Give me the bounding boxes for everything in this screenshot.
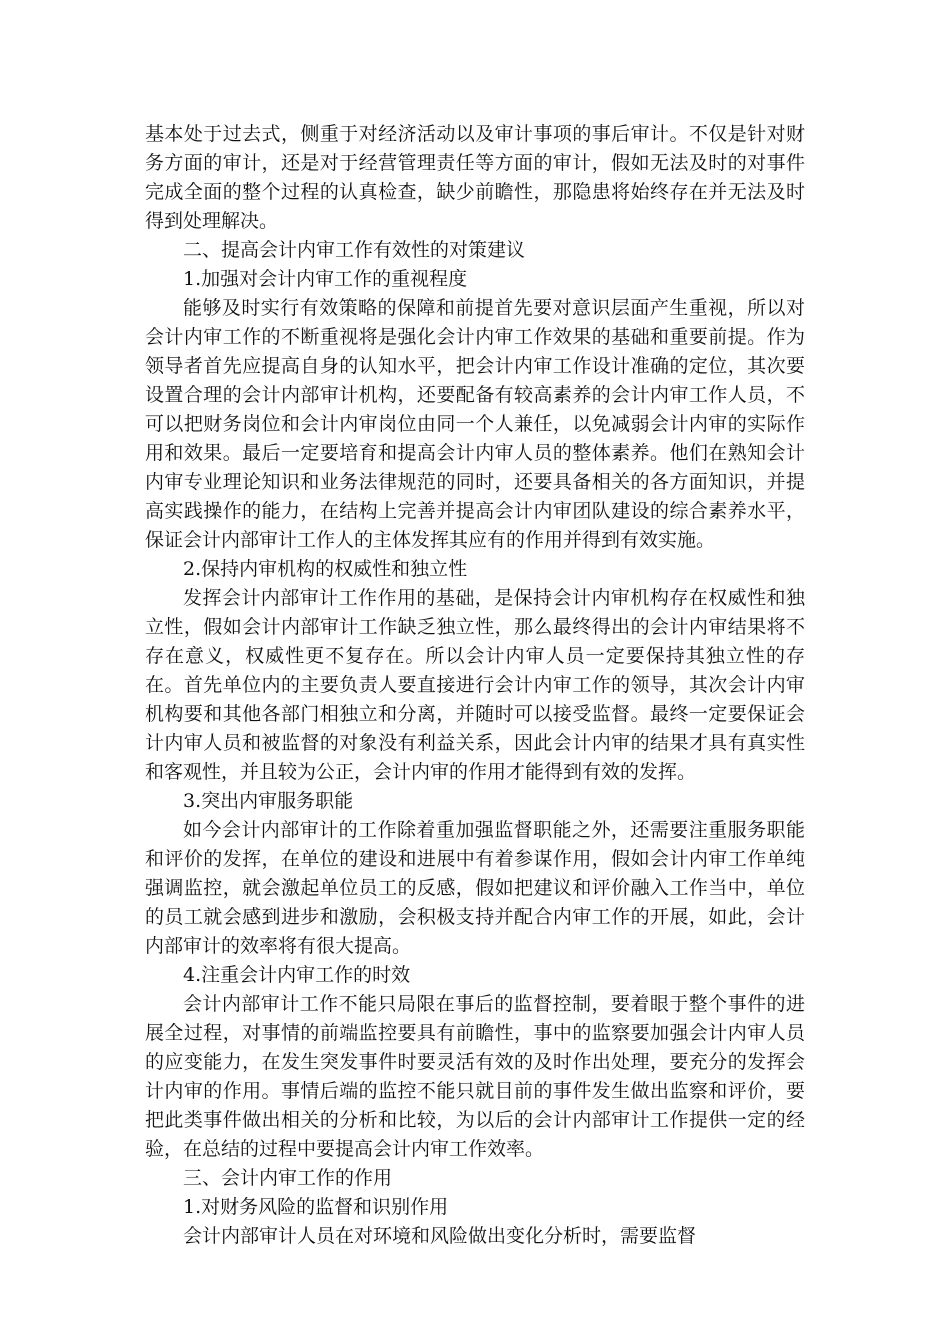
body-paragraph: 基本处于过去式，侧重于对经济活动以及审计事项的事后审计。不仅是针对财务方面的审计，还是对于经营管理责任等方面的审计，假如无法及时的对事件完成全面的整个过程的认真检查，缺少前瞻性，那隐患将始终存在并无法及时得到处理解决。 [145, 123, 805, 232]
subsection-heading: 3.突出内审服务职能 [183, 790, 354, 812]
section-heading: 二、提高会计内审工作有效性的对策建议 [183, 239, 526, 261]
body-paragraph: 如今会计内部审计的工作除着重加强监督职能之外，还需要注重服务职能和评价的发挥，在单位的建设和进展中有着参谋作用，假如会计内审工作单纯强调监控，就会激起单位员工的反感，假如把建议和评价融入工作当中，单位的员工就会感到进步和激励，会积极支持并配合内审工作的开展，如此，会计内部审计的效率将有很大提高。 [145, 819, 805, 957]
document-page [145, 120, 805, 1251]
section-heading: 三、会计内审工作的作用 [183, 1167, 393, 1189]
body-paragraph: 会计内部审计工作不能只局限在事后的监督控制，要着眼于整个事件的进展全过程，对事情的前端监控要具有前瞻性，事中的监察要加强会计内审人员的应变能力，在发生突发事件时要灵活有效的及时作出处理，要充分的发挥会计内审的作用。事情后端的监控不能只就目前的事件发生做出监察和评价，要把此类事件做出相关的分析和比较，为以后的会计内部审计工作提供一定的经验，在总结的过程中要提高会计内审工作效率。 [145, 993, 805, 1160]
body-paragraph: 会计内部审计人员在对环境和风险做出变化分析时，需要监督 [183, 1225, 697, 1247]
subsection-heading: 1.加强对会计内审工作的重视程度 [183, 268, 468, 290]
subsection-heading: 4.注重会计内审工作的时效 [183, 964, 411, 986]
subsection-heading: 1.对财务风险的监督和识别作用 [183, 1196, 449, 1218]
subsection-heading: 2.保持内审机构的权威性和独立性 [183, 558, 468, 580]
body-paragraph: 发挥会计内部审计工作作用的基础，是保持会计内审机构存在权威性和独立性，假如会计内部审计工作缺乏独立性，那么最终得出的会计内审结果将不存在意义，权威性更不复存在。所以会计内审人员一定要保持其独立性的存在。首先单位内的主要负责人要直接进行会计内审工作的领导，其次会计内审机构要和其他各部门相独立和分离，并随时可以接受监督。最终一定要保证会计内审人员和被监督的对象没有利益关系，因此会计内审的结果才具有真实性和客观性，并且较为公正，会计内审的作用才能得到有效的发挥。 [145, 587, 805, 783]
body-paragraph: 能够及时实行有效策略的保障和前提首先要对意识层面产生重视，所以对会计内审工作的不断重视将是强化会计内审工作效果的基础和重要前提。作为领导者首先应提高自身的认知水平，把会计内审工作设计准确的定位，其次要设置合理的会计内部审计机构，还要配备有较高素养的会计内审工作人员，不可以把财务岗位和会计内审岗位由同一个人兼任，以免减弱会计内审的实际作用和效果。最后一定要培育和提高会计内审人员的整体素养。他们在熟知会计内审专业理论知识和业务法律规范的同时，还要具备相关的各方面知识，并提高实践操作的能力，在结构上完善并提高会计内审团队建设的综合素养水平，保证会计内部审计工作人的主体发挥其应有的作用并得到有效实施。 [145, 297, 805, 551]
